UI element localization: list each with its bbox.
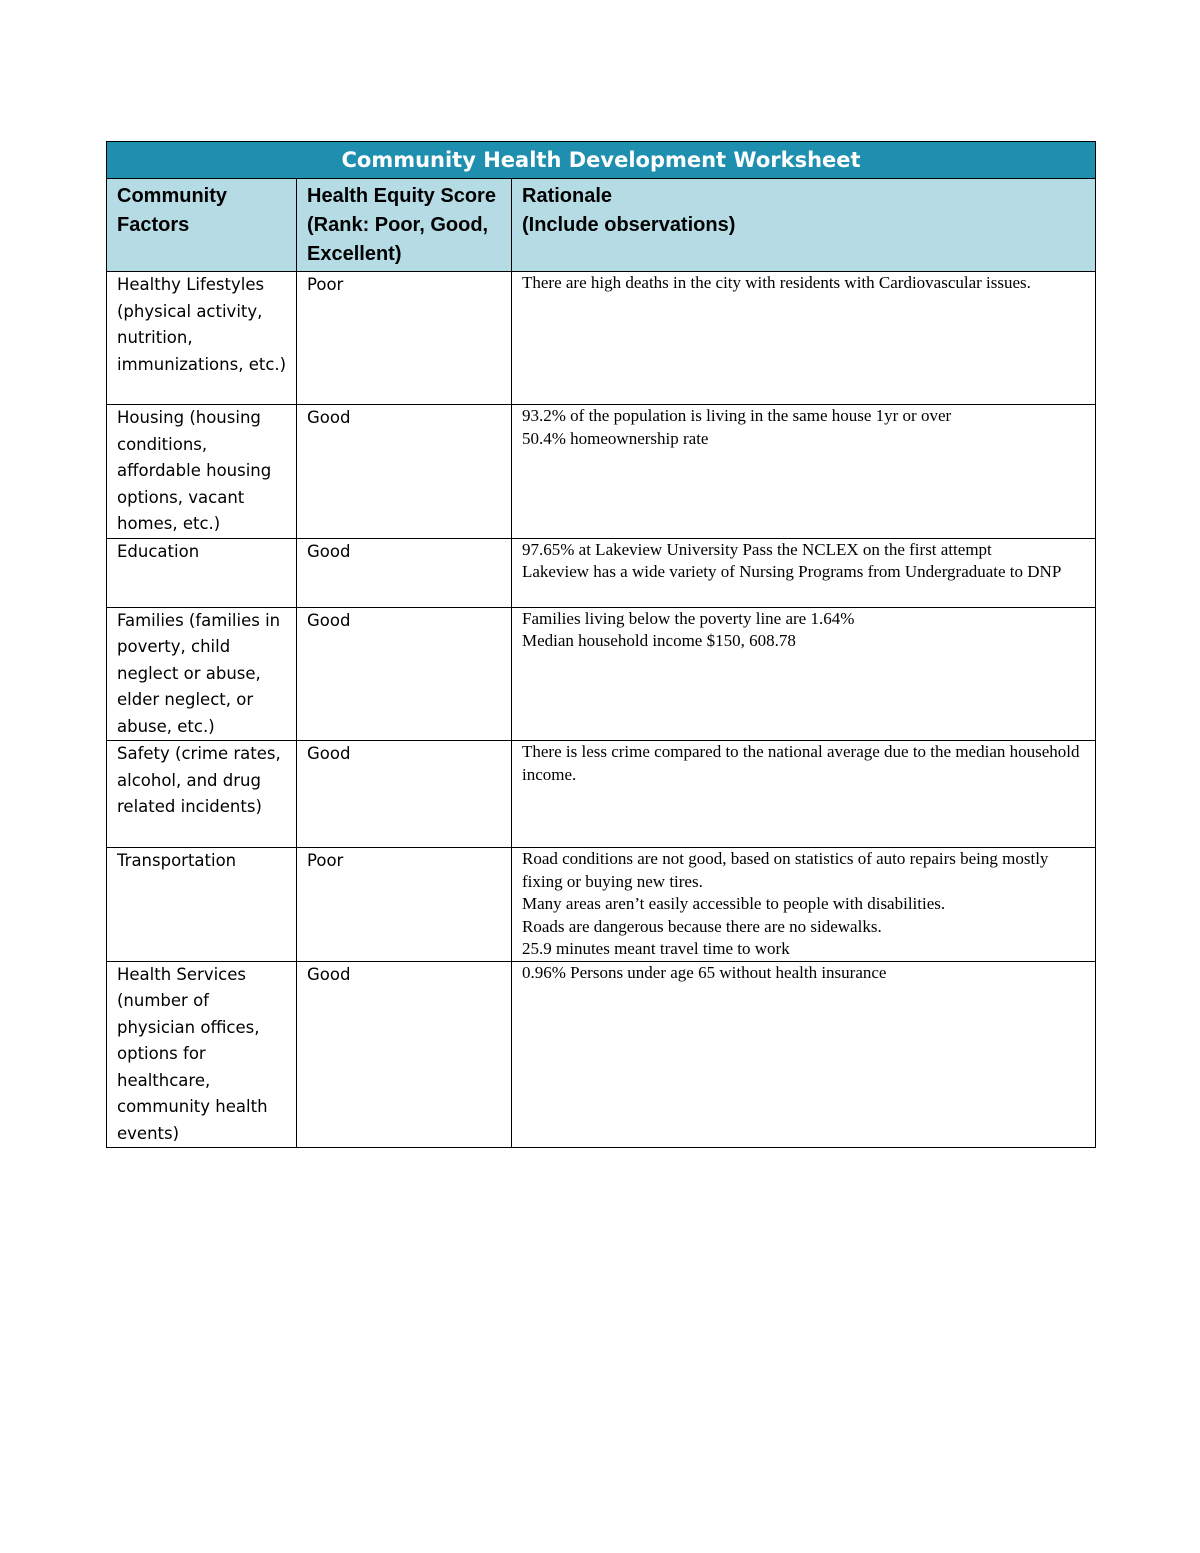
rationale-line: Road conditions are not good, based on statistics of auto repairs being mostly fixing or buying new tires. — [522, 849, 1049, 891]
rationale-cell — [512, 848, 1096, 962]
rationale-cell — [512, 741, 1096, 848]
table-row — [107, 405, 1096, 539]
rationale-line: Lakeview has a wide variety of Nursing Programs from Undergraduate to DNP — [522, 562, 1062, 581]
score-cell: Good — [297, 961, 512, 1148]
table-row — [107, 607, 1096, 741]
score-cell: Poor — [297, 272, 512, 405]
rationale-line: 0.96% Persons under age 65 without health insurance — [522, 962, 887, 982]
worksheet-title: Community Health Development Worksheet — [107, 142, 1096, 179]
rationale-cell — [512, 272, 1096, 405]
rationale-cell — [512, 538, 1096, 607]
rationale-cell — [512, 405, 1096, 539]
score-cell: Good — [297, 405, 512, 539]
rationale-cell — [512, 607, 1096, 741]
score-cell: Good — [297, 741, 512, 848]
score-cell: Poor — [297, 848, 512, 962]
header-community-factors: Community Factors — [107, 179, 297, 272]
factor-cell: Healthy Lifestyles (physical activity, nutrition, immunizations, etc.) — [107, 272, 297, 405]
rationale-line: 97.65% at Lakeview University Pass the NCLEX on the first attempt — [522, 539, 992, 559]
rationale-line: 50.4% homeownership rate — [522, 428, 709, 448]
rationale-cell — [512, 961, 1096, 1148]
rationale-line: 93.2% of the population is living in the same house 1yr or over — [522, 406, 952, 425]
factor-cell: Health Services (number of physician offices, options for healthcare, community health events) — [107, 961, 297, 1148]
factor-cell: Education — [107, 538, 297, 607]
factor-cell: Transportation — [107, 848, 297, 962]
table-row — [107, 848, 1096, 962]
rationale-line: Families living below the poverty line are 1.64% — [522, 608, 855, 628]
factor-cell: Safety (crime rates, alcohol, and drug related incidents) — [107, 741, 297, 848]
rationale-line: There is less crime compared to the national average due to the median household income. — [522, 742, 1080, 784]
score-cell: Good — [297, 607, 512, 741]
header-row — [107, 179, 1096, 272]
factor-cell: Housing (housing conditions, affordable housing options, vacant homes, etc.) — [107, 405, 297, 539]
table-row — [107, 272, 1096, 405]
title-row — [107, 142, 1096, 179]
factor-cell: Families (families in poverty, child neglect or abuse, elder neglect, or abuse, etc.) — [107, 607, 297, 741]
header-health-equity-score: Health Equity Score (Rank: Poor, Good, Excellent) — [297, 179, 512, 272]
worksheet-table — [106, 141, 1096, 1148]
rationale-line: There are high deaths in the city with residents with Cardiovascular issues. — [522, 273, 1031, 292]
header-rationale: Rationale (Include observations) — [512, 179, 1096, 272]
rationale-line: Many areas aren’t easily accessible to people with disabilities. — [522, 894, 946, 913]
table-row — [107, 741, 1096, 848]
rationale-line: 25.9 minutes meant travel time to work — [522, 939, 790, 958]
table-row — [107, 961, 1096, 1148]
rationale-line: Roads are dangerous because there are no sidewalks. — [522, 916, 882, 936]
score-cell: Good — [297, 538, 512, 607]
rationale-line: Median household income $150, 608.78 — [522, 631, 796, 650]
table-row — [107, 538, 1096, 607]
